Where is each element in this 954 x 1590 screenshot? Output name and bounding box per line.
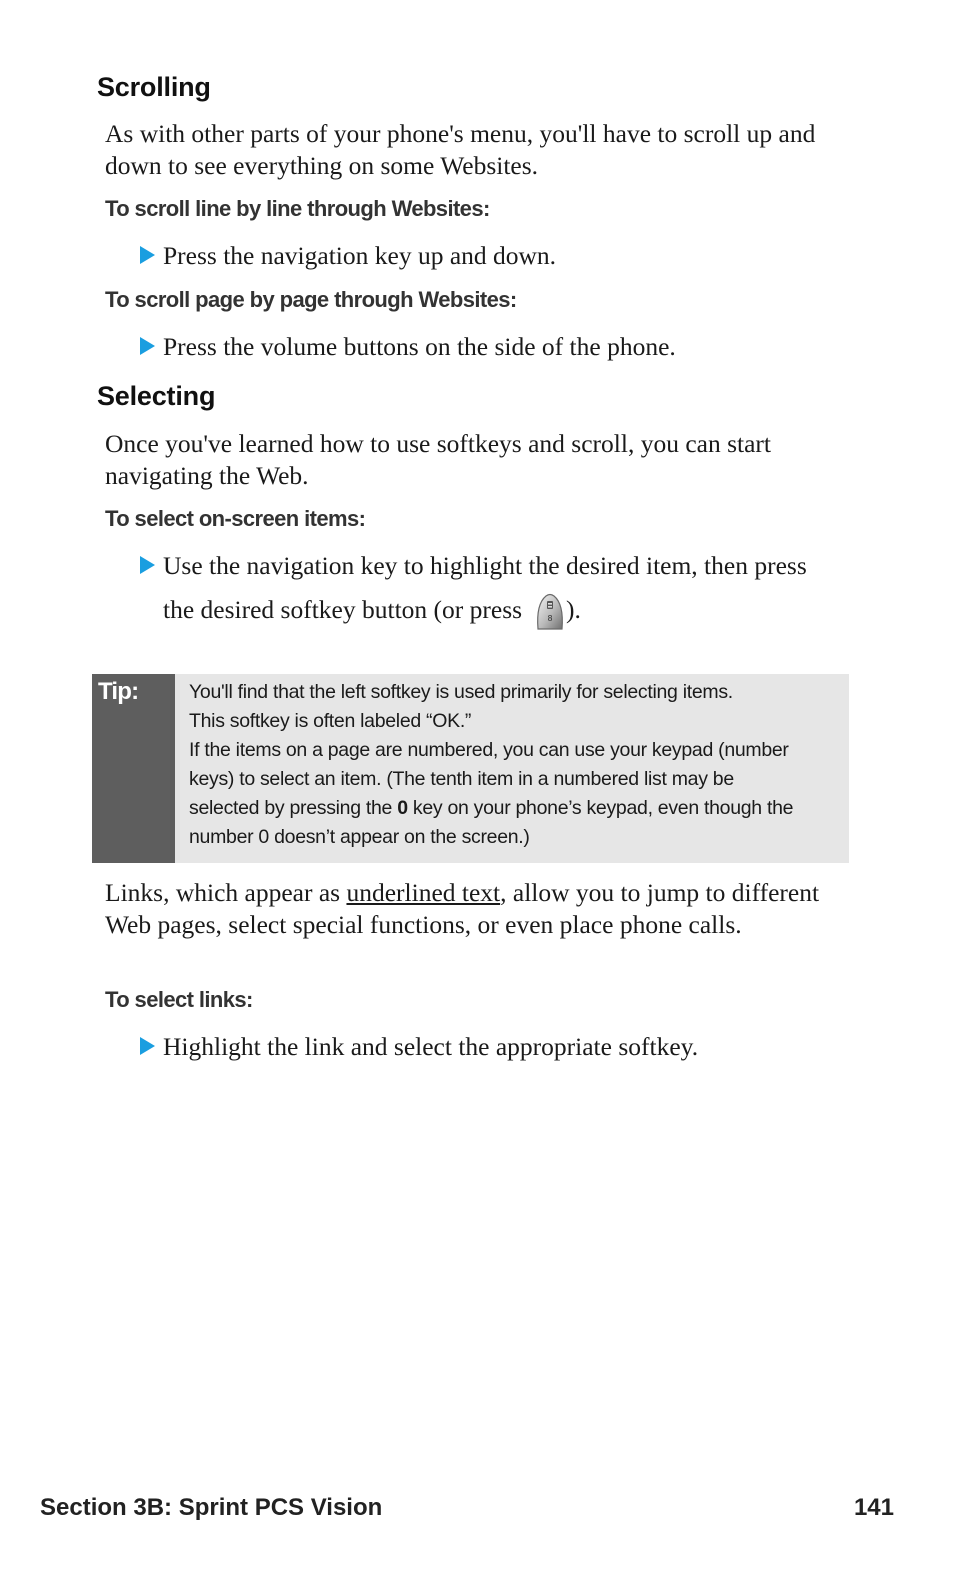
tip-box — [92, 674, 849, 863]
bullet-arrow-icon — [140, 246, 155, 264]
tip-line-5-before: selected by pressing the — [189, 797, 393, 819]
step-line-2-before: the desired softkey button (or press — [163, 595, 523, 624]
scroll-line-step — [140, 234, 870, 278]
tip-line — [189, 794, 849, 823]
select-items-step — [140, 544, 870, 632]
scroll-page-step — [140, 325, 870, 369]
footer-section: Section 3B: Sprint PCS Vision — [40, 1494, 383, 1521]
step-line-2-after: ). — [566, 595, 581, 624]
step-text: Press the navigation key up and down. — [163, 241, 557, 270]
page-number: 141 — [853, 1494, 894, 1521]
tip-line-5-after: key on your phone’s keypad, even though the — [412, 797, 794, 819]
svg-text:8: 8 — [547, 614, 553, 623]
scrolling-heading: Scrolling — [97, 72, 211, 102]
tip-line: This softkey is often labeled “OK.” — [189, 710, 472, 732]
scroll-page-subhead: To scroll page by page through Websites: — [105, 287, 517, 312]
tip-line: You'll find that the left softkey is used primarily for selecting items. — [189, 681, 733, 703]
menu-ok-key-icon — [534, 592, 566, 630]
underlined-text-example: underlined text — [346, 878, 501, 907]
tip-line: If the items on a page are numbered, you can use your keypad (number — [189, 739, 789, 761]
bullet-arrow-icon — [140, 337, 155, 355]
select-links-step — [140, 1025, 870, 1069]
bullet-arrow-icon — [140, 1037, 155, 1055]
tip-line: number 0 doesn’t appear on the screen.) — [189, 826, 530, 848]
links-intro-after: , allow you to jump to different Web pages, select special functions, or even place phone calls. — [105, 878, 820, 939]
step-text: Highlight the link and select the appropriate softkey. — [163, 1032, 699, 1061]
select-links-subhead: To select links: — [105, 987, 253, 1012]
step-text: Press the volume buttons on the side of the phone. — [163, 332, 676, 361]
zero-key-label: 0 — [397, 797, 408, 819]
step-line-1: Use the navigation key to highlight the desired item, then press — [163, 551, 807, 580]
tip-body — [189, 678, 849, 852]
links-intro — [105, 877, 865, 941]
tip-label: Tip: — [92, 674, 175, 863]
tip-line: keys) to select an item. (The tenth item in a numbered list may be — [189, 768, 734, 790]
scroll-line-subhead: To scroll line by line through Websites: — [105, 196, 490, 221]
selecting-intro: Once you've learned how to use softkeys and scroll, you can start navigating the Web. — [105, 429, 771, 490]
step-text — [163, 544, 870, 632]
bullet-arrow-icon — [140, 556, 155, 574]
links-intro-before: Links, which appear as — [105, 878, 341, 907]
scrolling-intro: As with other parts of your phone's menu, you'll have to scroll up and down to see everything on some Websites. — [105, 119, 816, 180]
select-items-subhead: To select on-screen items: — [105, 506, 366, 531]
selecting-heading: Selecting — [97, 381, 216, 411]
